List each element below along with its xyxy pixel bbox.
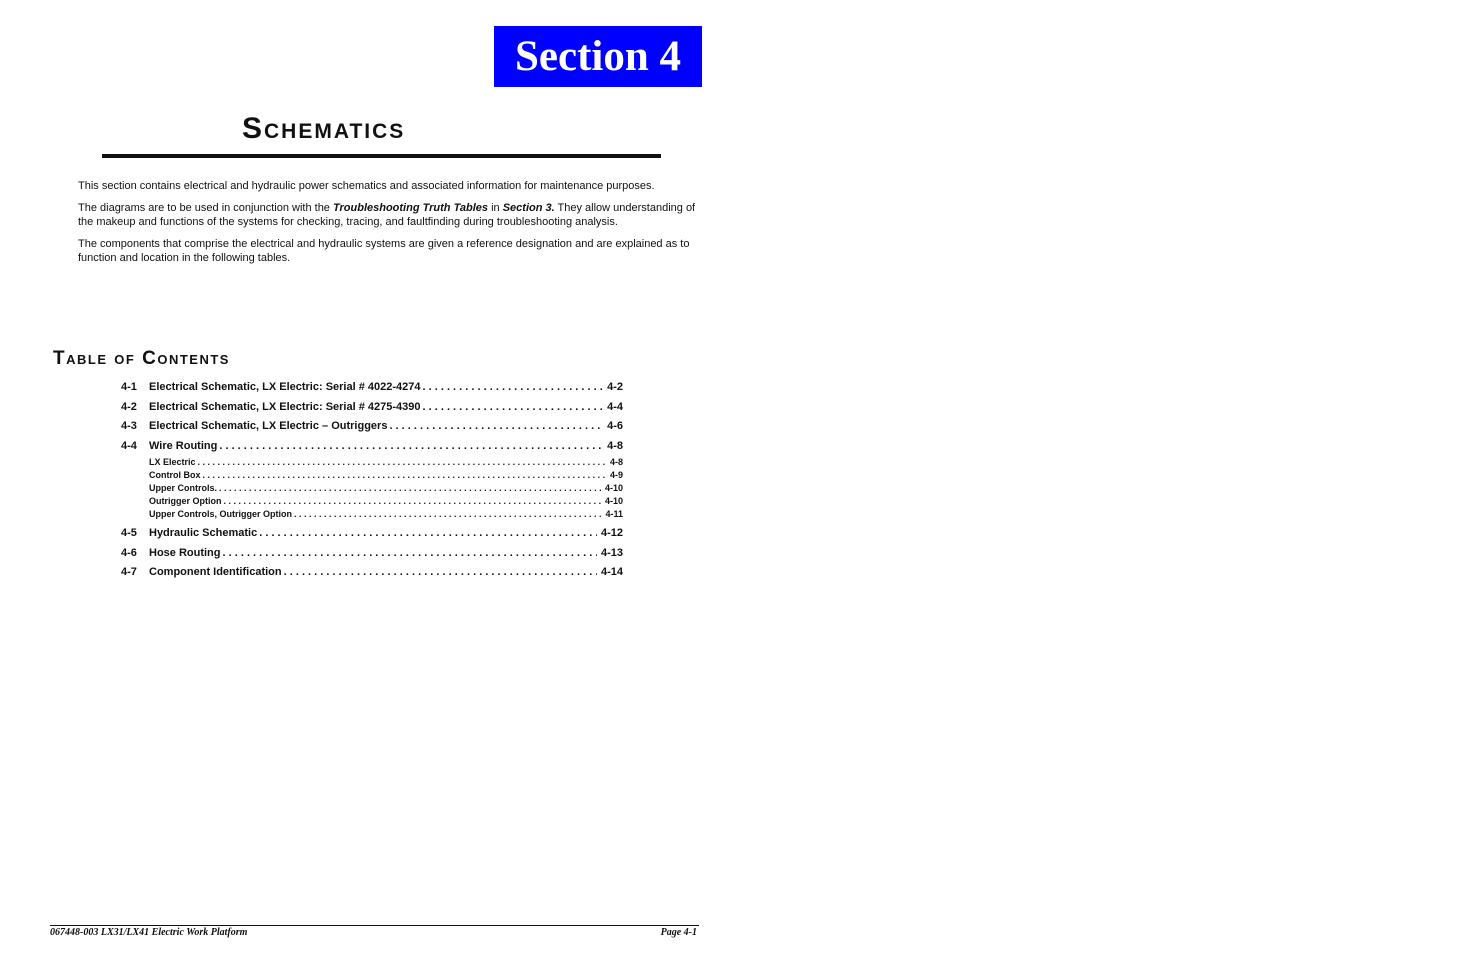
toc-entry-label: Electrical Schematic, LX Electric – Outriggers xyxy=(149,420,388,432)
intro-paragraph-3: The components that comprise the electrical and hydraulic systems are given a reference designation and are explained as to function and location in the following tables. xyxy=(78,237,690,264)
toc-entry-page: 4-2 xyxy=(607,381,623,393)
toc-subentry-page: 4-10 xyxy=(604,483,623,493)
toc-subentry-outrigger-option[interactable] xyxy=(121,495,623,508)
toc-subentry-upper-controls-outrigger[interactable] xyxy=(121,508,623,521)
intro-p2-text-a: The diagrams are to be used in conjunction with the xyxy=(78,201,333,214)
intro-p2-emphasis-section: Section 3. xyxy=(502,201,555,214)
toc-subentry-control-box[interactable] xyxy=(121,469,623,482)
toc-dot-leader xyxy=(219,437,603,457)
toc-subentry-page: 4-11 xyxy=(605,509,623,519)
toc-dot-leader xyxy=(198,456,606,469)
toc-entry-label: Wire Routing xyxy=(149,439,218,452)
table-of-contents xyxy=(121,378,623,583)
toc-entry-label: Electrical Schematic, LX Electric: Serial # 4275-4390 xyxy=(149,400,421,413)
toc-entry-number: 4-2 xyxy=(121,400,137,413)
toc-subentry-upper-controls[interactable] xyxy=(121,482,623,495)
footer-page-number: Page 4-1 xyxy=(660,927,697,938)
toc-dot-leader xyxy=(224,495,601,508)
toc-entry-number: 4-4 xyxy=(121,439,137,452)
toc-entry-label: Hydraulic Schematic xyxy=(149,527,258,539)
toc-entry-4-5[interactable] xyxy=(121,524,623,544)
toc-subentry-label: Outrigger Option xyxy=(149,496,222,506)
toc-entry-page: 4-13 xyxy=(600,546,623,559)
title-underline xyxy=(102,154,661,158)
toc-entry-4-3[interactable] xyxy=(121,417,623,437)
toc-subentry-label: Control Box xyxy=(149,470,201,480)
toc-subentry-label: Upper Controls, Outrigger Option xyxy=(149,509,292,519)
intro-p2-text-c: They allow understanding of the makeup and functions of the systems for checking, tracing, and faultfinding during troubleshooting analysis. xyxy=(78,201,696,228)
toc-entry-number: 4-6 xyxy=(121,546,137,559)
toc-entry-number: 4-1 xyxy=(121,381,137,393)
toc-entry-number: 4-3 xyxy=(121,420,137,432)
footer-rule xyxy=(50,925,699,926)
toc-dot-leader xyxy=(284,563,597,583)
footer-document-id: 067448-003 LX31/LX41 Electric Work Platform xyxy=(50,927,248,938)
toc-entry-4-4[interactable] xyxy=(121,437,623,457)
intro-p2-emphasis-truth-tables: Troubleshooting Truth Tables xyxy=(332,201,489,214)
toc-subentry-label: LX Electric xyxy=(149,457,196,467)
intro-p2-text-b: in xyxy=(488,201,503,214)
intro-text xyxy=(78,179,702,273)
toc-entry-label: Component Identification xyxy=(149,566,282,578)
toc-subentry-page: 4-10 xyxy=(604,496,623,506)
toc-entry-4-2[interactable] xyxy=(121,398,623,418)
toc-subentry-page: 4-9 xyxy=(609,470,623,480)
toc-entry-page: 4-12 xyxy=(600,527,623,539)
chapter-title: Schematics xyxy=(242,112,406,145)
toc-subentry-label: Upper Controls. xyxy=(149,483,218,493)
toc-entry-label: Electrical Schematic, LX Electric: Serial # 4022-4274 xyxy=(149,381,421,393)
toc-entry-page: 4-6 xyxy=(607,420,623,432)
toc-dot-leader xyxy=(294,508,601,521)
toc-dot-leader xyxy=(223,544,597,564)
toc-entry-page: 4-4 xyxy=(607,400,623,413)
section-number-badge xyxy=(494,26,702,87)
toc-dot-leader xyxy=(203,469,606,482)
toc-dot-leader xyxy=(389,417,603,437)
toc-entry-page: 4-8 xyxy=(607,439,623,452)
toc-dot-leader xyxy=(423,378,604,398)
toc-dot-leader xyxy=(259,524,597,544)
toc-entry-number: 4-7 xyxy=(121,566,137,578)
intro-paragraph-1: This section contains electrical and hydraulic power schematics and associated information for maintenance purposes. xyxy=(78,180,655,192)
intro-paragraph-2 xyxy=(78,201,702,230)
toc-entry-4-7[interactable] xyxy=(121,563,623,583)
toc-entry-label: Hose Routing xyxy=(149,546,221,559)
toc-subentry-lx-electric[interactable] xyxy=(121,456,623,469)
toc-entry-4-6[interactable] xyxy=(121,544,623,564)
toc-dot-leader xyxy=(423,398,604,418)
toc-heading: Table of Contents xyxy=(53,348,230,369)
toc-entry-page: 4-14 xyxy=(600,566,623,578)
toc-subentry-page: 4-8 xyxy=(609,457,623,467)
toc-entry-4-1[interactable] xyxy=(121,378,623,398)
section-number-text: Section 4 xyxy=(514,33,682,80)
toc-dot-leader xyxy=(219,482,601,495)
toc-entry-number: 4-5 xyxy=(121,527,137,539)
